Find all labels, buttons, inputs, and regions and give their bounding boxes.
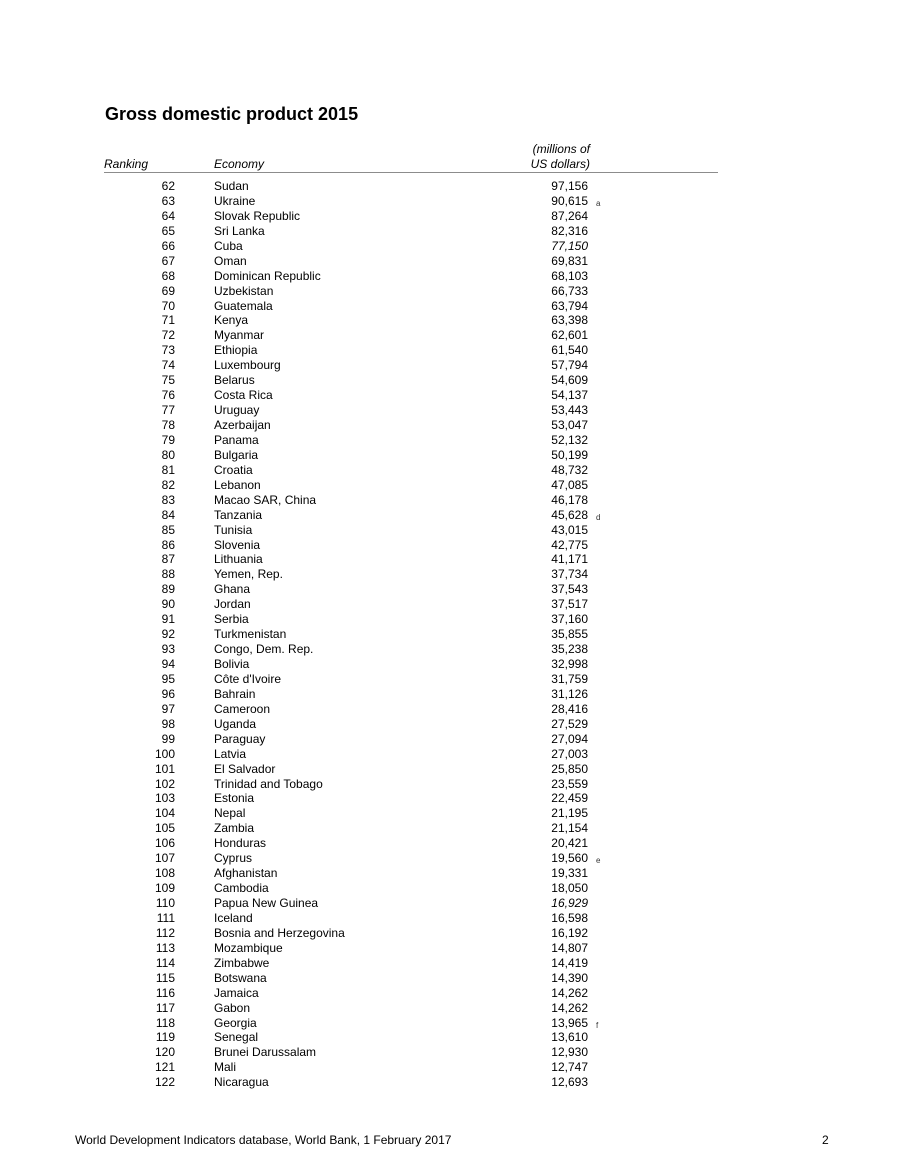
economy-cell: Uruguay [214, 403, 260, 418]
gdp-value-cell: 82,316 [551, 223, 588, 238]
ranking-cell: 116 [155, 985, 175, 1000]
economy-cell: Panama [214, 432, 259, 447]
gdp-value-cell: 97,156 [551, 179, 588, 193]
ranking-cell: 108 [154, 866, 175, 881]
gdp-value-cell: 13,610 [551, 1030, 588, 1045]
gdp-value-cell: 14,390 [551, 970, 588, 985]
table-row [0, 508, 904, 523]
ranking-cell: 75 [161, 373, 175, 388]
gdp-value-cell: 27,529 [551, 716, 588, 731]
table-row [0, 672, 904, 687]
ranking-cell: 63 [161, 193, 175, 208]
ranking-cell: 62 [161, 179, 175, 193]
ranking-cell: 119 [155, 1030, 175, 1045]
table-row [0, 552, 904, 567]
table-row [0, 418, 904, 433]
ranking-cell: 110 [155, 896, 175, 910]
economy-cell: Bosnia and Herzegovina [214, 925, 345, 940]
economy-cell: Ghana [214, 582, 251, 597]
gdp-value-cell: 41,171 [551, 552, 588, 567]
gdp-value-cell: 23,559 [551, 776, 588, 791]
ranking-cell: 98 [161, 716, 175, 731]
gdp-value-cell: 57,794 [551, 358, 588, 373]
ranking-cell: 67 [161, 253, 175, 268]
economy-cell: Sri Lanka [214, 223, 265, 238]
economy-cell: Ethiopia [214, 343, 258, 358]
gdp-value-cell: 42,775 [551, 537, 588, 552]
gdp-value-cell: 46,178 [551, 492, 588, 507]
ranking-cell: 71 [161, 313, 175, 328]
ranking-cell: 87 [161, 552, 175, 567]
table-row [0, 523, 904, 538]
ranking-cell: 77 [161, 403, 175, 418]
gdp-value-cell: 35,855 [551, 627, 588, 642]
table-row [0, 612, 904, 627]
economy-cell: Zambia [214, 821, 255, 836]
ranking-cell: 97 [161, 701, 175, 716]
table-row [0, 806, 904, 821]
footnote-marker: a [596, 198, 601, 208]
gdp-value-cell: 69,831 [551, 253, 588, 268]
ranking-cell: 95 [161, 671, 175, 686]
ranking-cell: 117 [155, 1000, 175, 1015]
value-column-header [510, 142, 590, 172]
table-row [0, 433, 904, 448]
value-header-line2: US dollars) [530, 157, 590, 171]
gdp-value-cell: 50,199 [551, 447, 588, 462]
gdp-value-cell: 37,160 [551, 612, 588, 627]
economy-cell: Honduras [214, 836, 267, 851]
gdp-value-cell: 14,807 [551, 940, 588, 955]
table-row [0, 926, 904, 941]
ranking-cell: 106 [154, 836, 175, 851]
economy-cell: Cameroon [214, 701, 271, 716]
ranking-cell: 82 [161, 477, 175, 492]
gdp-value-cell: 31,759 [551, 671, 588, 686]
ranking-cell: 114 [155, 955, 175, 970]
ranking-cell: 105 [154, 821, 175, 836]
gdp-value-cell: 53,047 [551, 418, 588, 432]
ranking-cell: 103 [154, 791, 175, 806]
gdp-value-cell: 13,965 [551, 1015, 588, 1030]
table-row [0, 328, 904, 343]
ranking-cell: 86 [161, 537, 175, 552]
economy-cell: Lebanon [214, 477, 261, 492]
economy-cell: Senegal [214, 1030, 259, 1045]
gdp-value-cell: 14,262 [551, 985, 588, 1000]
gdp-value-cell: 12,693 [551, 1075, 588, 1090]
economy-cell: Costa Rica [214, 388, 273, 403]
economy-cell: Oman [214, 253, 247, 268]
table-row [0, 836, 904, 851]
economy-cell: Trinidad and Tobago [214, 776, 323, 791]
table-row [0, 1001, 904, 1016]
ranking-cell: 88 [161, 567, 175, 582]
ranking-cell: 78 [161, 418, 175, 432]
gdp-value-cell: 21,195 [551, 806, 588, 821]
ranking-cell: 70 [161, 298, 175, 313]
economy-cell: Afghanistan [214, 866, 278, 881]
economy-cell: Botswana [214, 970, 267, 985]
economy-cell: Uganda [214, 716, 257, 731]
gdp-value-cell: 19,331 [551, 866, 588, 881]
ranking-cell: 73 [161, 343, 175, 358]
economy-cell: Jamaica [214, 985, 259, 1000]
economy-cell: Cyprus [214, 851, 253, 866]
ranking-cell: 74 [161, 358, 175, 373]
economy-cell: Slovenia [214, 537, 261, 552]
gdp-value-cell: 20,421 [551, 836, 588, 851]
economy-cell: Slovak Republic [214, 208, 301, 223]
table-row [0, 1075, 904, 1090]
economy-cell: Tunisia [214, 522, 253, 537]
economy-cell: Georgia [214, 1015, 257, 1030]
ranking-cell: 115 [155, 970, 175, 985]
table-row [0, 1030, 904, 1045]
table-row [0, 986, 904, 1001]
economy-cell: Sudan [214, 179, 249, 193]
header-divider [104, 172, 718, 173]
gdp-value-cell: 21,154 [551, 821, 588, 836]
ranking-cell: 107 [154, 851, 175, 866]
ranking-cell: 111 [156, 910, 175, 925]
gdp-value-cell: 27,094 [551, 731, 588, 746]
gdp-value-cell: 53,443 [551, 403, 588, 418]
gdp-value-cell: 52,132 [551, 432, 588, 447]
ranking-cell: 91 [161, 612, 175, 627]
economy-cell: Côte d'Ivoire [214, 671, 281, 686]
gdp-value-cell: 12,747 [551, 1060, 588, 1075]
ranking-cell: 69 [161, 283, 175, 298]
gdp-value-cell: 45,628 [551, 507, 588, 522]
gdp-value-cell: 35,238 [551, 642, 588, 657]
ranking-cell: 109 [154, 881, 175, 896]
table-row [0, 538, 904, 553]
ranking-cell: 72 [161, 328, 175, 343]
gdp-value-cell: 18,050 [551, 881, 588, 896]
table-row [0, 597, 904, 612]
table-row [0, 313, 904, 328]
economy-cell: Bolivia [214, 657, 250, 671]
table-row [0, 881, 904, 896]
gdp-value-cell: 37,517 [551, 597, 588, 612]
table-row [0, 911, 904, 926]
table-row [0, 896, 904, 911]
footnote-marker: d [596, 512, 601, 522]
gdp-value-cell: 66,733 [551, 283, 588, 298]
table-row [0, 493, 904, 508]
ranking-cell: 101 [154, 761, 175, 776]
ranking-cell: 66 [161, 238, 175, 253]
economy-cell: Yemen, Rep. [214, 567, 283, 582]
ranking-cell: 65 [161, 223, 175, 238]
ranking-cell: 94 [161, 657, 175, 671]
ranking-cell: 90 [161, 597, 175, 612]
table-row [0, 567, 904, 582]
table-row [0, 179, 904, 194]
economy-cell: Nepal [214, 806, 246, 821]
economy-cell: Iceland [214, 910, 253, 925]
table-row [0, 702, 904, 717]
economy-cell: Mali [214, 1060, 237, 1075]
gdp-value-cell: 28,416 [551, 701, 588, 716]
economy-cell: Latvia [214, 746, 247, 761]
ranking-cell: 76 [161, 388, 175, 403]
economy-cell: Zimbabwe [214, 955, 270, 970]
gdp-value-cell: 77,150 [551, 238, 588, 253]
economy-column-header: Economy [214, 157, 265, 171]
gdp-value-cell: 87,264 [551, 208, 588, 223]
table-row [0, 821, 904, 836]
table-row [0, 343, 904, 358]
page-number: 2 [822, 1133, 829, 1147]
table-row [0, 642, 904, 657]
economy-cell: Azerbaijan [214, 418, 271, 432]
economy-cell: Croatia [214, 462, 253, 477]
ranking-cell: 85 [161, 522, 175, 537]
economy-cell: Serbia [214, 612, 249, 627]
table-row [0, 657, 904, 672]
ranking-cell: 89 [161, 582, 175, 597]
table-row [0, 254, 904, 269]
gdp-value-cell: 16,598 [551, 910, 588, 925]
gdp-value-cell: 47,085 [551, 477, 588, 492]
table-row [0, 239, 904, 254]
economy-cell: Bulgaria [214, 447, 259, 462]
table-row [0, 209, 904, 224]
ranking-column-header: Ranking [104, 157, 149, 171]
table-row [0, 1060, 904, 1075]
table-row [0, 299, 904, 314]
gdp-value-cell: 25,850 [551, 761, 588, 776]
ranking-cell: 100 [154, 746, 175, 761]
ranking-cell: 68 [161, 268, 175, 283]
table-row [0, 777, 904, 792]
economy-cell: Myanmar [214, 328, 265, 343]
gdp-value-cell: 68,103 [551, 268, 588, 283]
gdp-value-cell: 62,601 [551, 328, 588, 343]
table-row [0, 747, 904, 762]
ranking-cell: 99 [161, 731, 175, 746]
gdp-value-cell: 12,930 [551, 1045, 588, 1060]
ranking-cell: 64 [161, 208, 175, 223]
ranking-cell: 102 [154, 776, 175, 791]
table-row [0, 687, 904, 702]
economy-cell: Turkmenistan [214, 627, 287, 642]
ranking-cell: 104 [154, 806, 175, 821]
economy-cell: Mozambique [214, 940, 283, 955]
table-row [0, 1016, 904, 1031]
economy-cell: Guatemala [214, 298, 273, 313]
gdp-value-cell: 48,732 [551, 462, 588, 477]
table-row [0, 403, 904, 418]
gdp-value-cell: 16,192 [551, 925, 588, 940]
table-row [0, 762, 904, 777]
gdp-value-cell: 54,137 [551, 388, 588, 403]
economy-cell: Congo, Dem. Rep. [214, 642, 314, 657]
table-row [0, 388, 904, 403]
economy-cell: Estonia [214, 791, 255, 806]
economy-cell: Bahrain [214, 686, 256, 701]
economy-cell: El Salvador [214, 761, 276, 776]
ranking-cell: 113 [155, 940, 175, 955]
ranking-cell: 120 [154, 1045, 175, 1060]
ranking-cell: 96 [161, 686, 175, 701]
table-row [0, 941, 904, 956]
economy-cell: Uzbekistan [214, 283, 274, 298]
economy-cell: Cuba [214, 238, 243, 253]
table-row [0, 717, 904, 732]
footnote-marker: f [596, 1020, 599, 1030]
economy-cell: Jordan [214, 597, 251, 612]
economy-cell: Belarus [214, 373, 255, 388]
table-row [0, 373, 904, 388]
footer-source: World Development Indicators database, World Bank, 1 February 2017 [75, 1133, 452, 1147]
table-row [0, 1045, 904, 1060]
economy-cell: Ukraine [214, 193, 256, 208]
page-title: Gross domestic product 2015 [105, 104, 359, 124]
ranking-cell: 118 [155, 1015, 175, 1030]
economy-cell: Nicaragua [214, 1075, 269, 1090]
gdp-value-cell: 31,126 [551, 686, 588, 701]
economy-cell: Macao SAR, China [214, 492, 317, 507]
gdp-value-cell: 16,929 [551, 896, 588, 910]
table-row [0, 732, 904, 747]
ranking-cell: 79 [161, 432, 175, 447]
economy-cell: Lithuania [214, 552, 263, 567]
footnote-marker: e [596, 856, 601, 866]
table-row [0, 224, 904, 239]
table-row [0, 448, 904, 463]
table-row [0, 971, 904, 986]
table-row [0, 284, 904, 299]
gdp-value-cell: 54,609 [551, 373, 588, 388]
table-row [0, 478, 904, 493]
ranking-cell: 121 [154, 1060, 175, 1075]
value-header-line1: (millions of [532, 142, 590, 156]
economy-cell: Tanzania [214, 507, 263, 522]
gdp-value-cell: 37,734 [551, 567, 588, 582]
ranking-cell: 83 [161, 492, 175, 507]
table-row [0, 866, 904, 881]
table-row [0, 463, 904, 478]
economy-cell: Papua New Guinea [214, 896, 319, 910]
gdp-value-cell: 90,615 [551, 193, 588, 208]
table-row [0, 269, 904, 284]
table-row [0, 791, 904, 806]
economy-cell: Gabon [214, 1000, 251, 1015]
gdp-value-cell: 27,003 [551, 746, 588, 761]
ranking-cell: 80 [161, 447, 175, 462]
gdp-value-cell: 22,459 [551, 791, 588, 806]
ranking-cell: 93 [161, 642, 175, 657]
table-row [0, 851, 904, 866]
economy-cell: Kenya [214, 313, 249, 328]
gdp-value-cell: 32,998 [551, 657, 588, 671]
ranking-cell: 81 [161, 462, 175, 477]
economy-cell: Dominican Republic [214, 268, 321, 283]
table-row [0, 358, 904, 373]
ranking-cell: 112 [155, 925, 175, 940]
gdp-value-cell: 63,398 [551, 313, 588, 328]
table-row [0, 627, 904, 642]
gdp-value-cell: 63,794 [551, 298, 588, 313]
table-row [0, 956, 904, 971]
gdp-table-body [0, 179, 904, 1090]
economy-cell: Cambodia [214, 881, 269, 896]
economy-cell: Paraguay [214, 731, 266, 746]
gdp-value-cell: 37,543 [551, 582, 588, 597]
ranking-cell: 84 [161, 507, 175, 522]
gdp-value-cell: 19,560 [551, 851, 588, 866]
table-row [0, 194, 904, 209]
gdp-value-cell: 61,540 [551, 343, 588, 358]
table-row [0, 582, 904, 597]
gdp-value-cell: 14,262 [551, 1000, 588, 1015]
economy-cell: Brunei Darussalam [214, 1045, 317, 1060]
ranking-cell: 122 [154, 1075, 175, 1090]
gdp-value-cell: 43,015 [551, 522, 588, 537]
gdp-value-cell: 14,419 [551, 955, 588, 970]
economy-cell: Luxembourg [214, 358, 281, 373]
ranking-cell: 92 [161, 627, 175, 642]
